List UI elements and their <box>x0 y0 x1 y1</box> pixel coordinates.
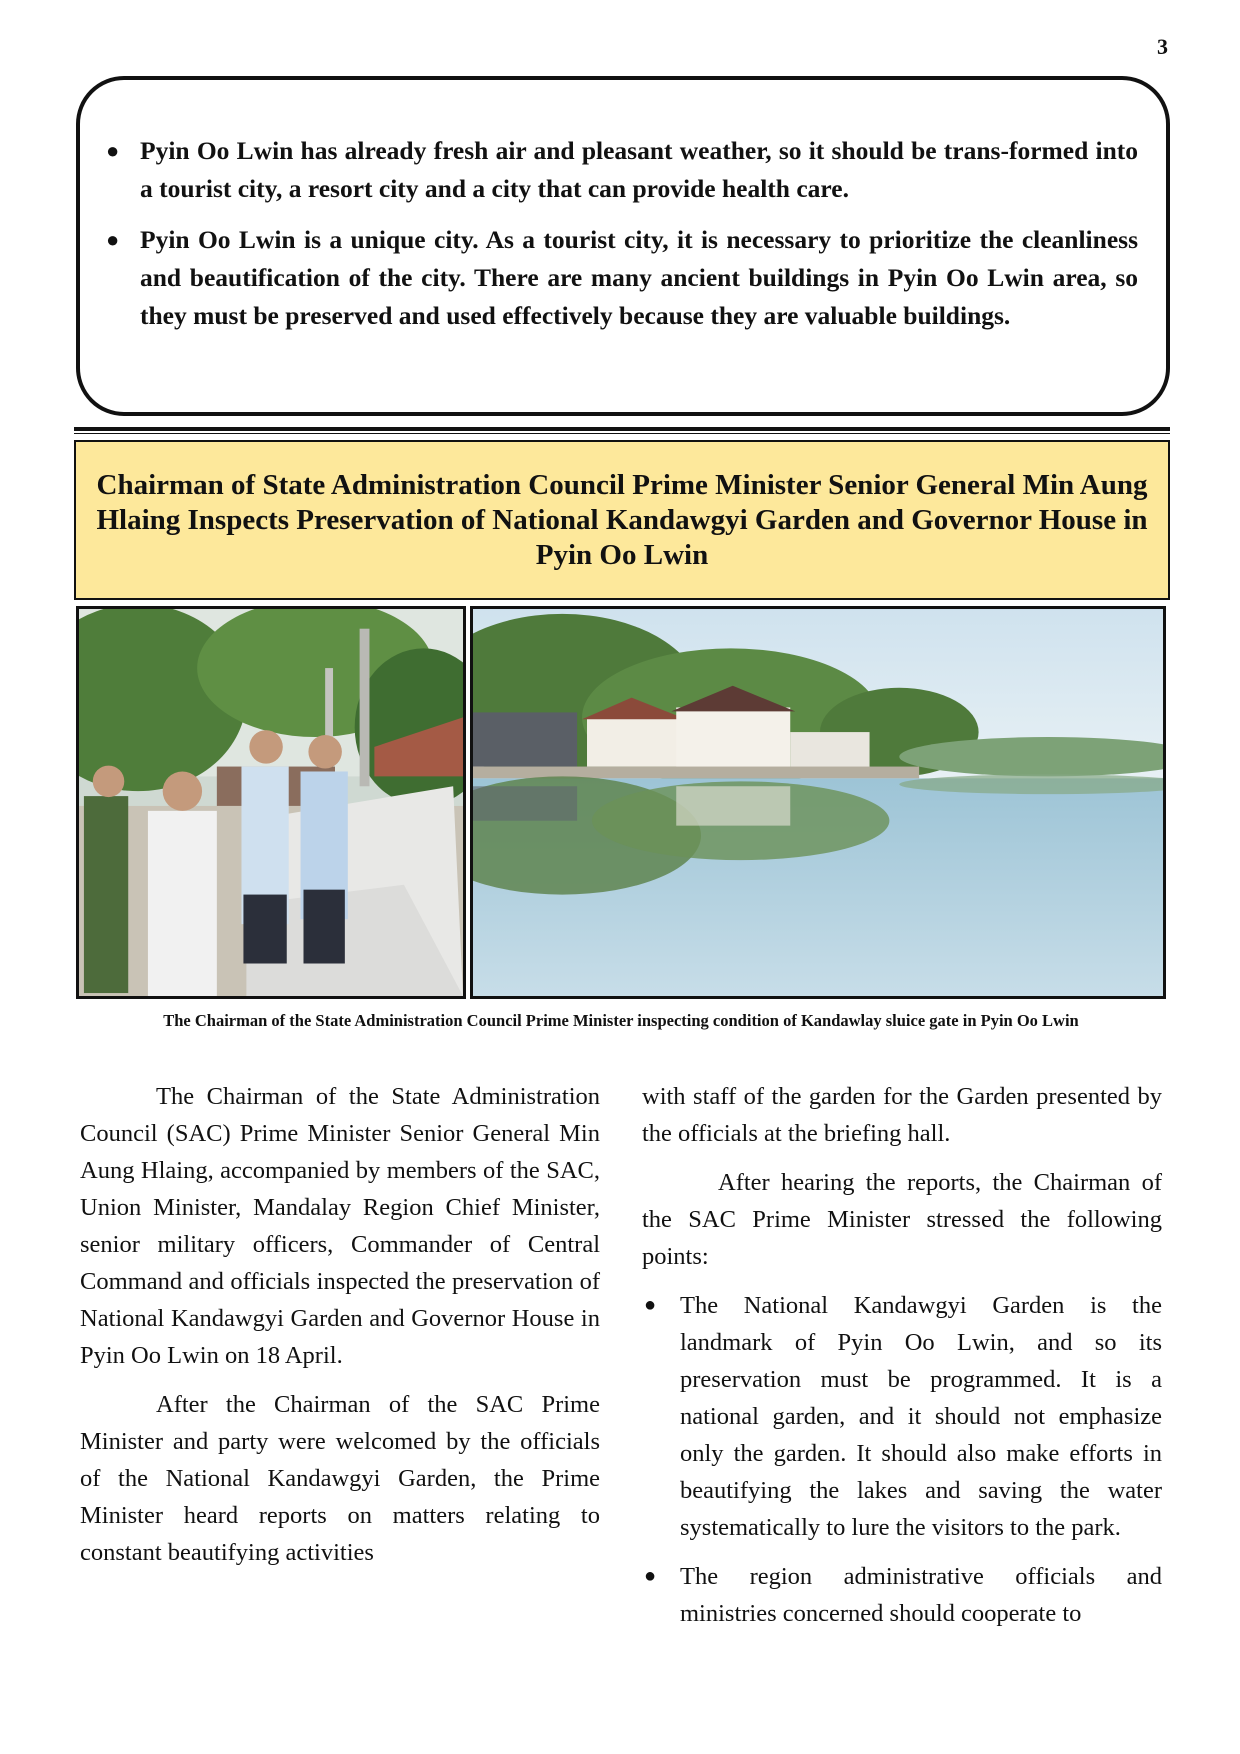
lake-reflection-photo <box>470 606 1166 999</box>
section-divider-thin <box>74 433 1170 434</box>
article-paragraph: After the Chairman of the SAC Prime Minister and party were welcomed by the officials of the National Kandawgyi Garden, the Prime Minister heard reports on matters relating to constant beautifying activities <box>80 1391 600 1566</box>
page-number: 3 <box>1157 34 1168 59</box>
bullet-dot-icon: ● <box>106 227 120 252</box>
article-paragraph-continuation: with staff of the garden for the Garden presented by the officials at the briefing hall. <box>642 1083 1162 1147</box>
headline-box <box>74 440 1170 600</box>
callout-box <box>76 76 1170 416</box>
callout-list <box>100 132 1138 335</box>
lake-reflection-illustration <box>473 609 1163 996</box>
section-divider <box>74 427 1170 431</box>
key-point-text: The National Kandawgyi Garden is the landmark of Pyin Oo Lwin, and so its preservation must be programmed. It is a national garden, and it should not emphasize only the garden. It should also make efforts in beautifying the lakes and saving the water systematically to lure the visitors to the park. <box>680 1292 1162 1541</box>
article-paragraph: After hearing the reports, the Chairman of the SAC Prime Minister stressed the following points: <box>642 1169 1162 1270</box>
key-point-text: The region administrative officials and ministries concerned should cooperate to <box>680 1563 1162 1627</box>
callout-text: Pyin Oo Lwin has already fresh air and pleasant weather, so it should be trans-formed into a tourist city, a resort city and a city that can provide health care. <box>140 136 1138 203</box>
key-point-item <box>642 1558 1162 1632</box>
photo-caption: The Chairman of the State Administration Council Prime Minister inspecting condition of Kandawlay sluice gate in Pyin Oo Lwin <box>163 1011 1079 1030</box>
article-headline: Chairman of State Administration Council Prime Minister Senior General Min Aung Hlaing Inspects Preservation of National Kandawgyi Garden and Governor House in Pyin Oo Lwin <box>96 468 1148 571</box>
key-point-item <box>642 1287 1162 1546</box>
callout-bullet <box>100 132 1138 208</box>
bullet-dot-icon: ● <box>106 138 120 163</box>
bullet-dot-icon: ● <box>644 1294 657 1316</box>
callout-bullet <box>100 221 1138 335</box>
article-column-right <box>642 1078 1162 1644</box>
officials-inspection-photo <box>76 606 466 999</box>
article-column-left <box>80 1078 600 1583</box>
article-paragraph: The Chairman of the State Administration Council (SAC) Prime Minister Senior General Min Aung Hlaing, accompanied by members of the SAC, Union Minister, Mandalay Region Chief Minister, senior military officers, Commander of Central Command and officials inspected the preservation of National Kandawgyi Garden and Governor House in Pyin Oo Lwin on 18 April. <box>80 1083 600 1369</box>
key-points-list <box>642 1287 1162 1632</box>
callout-text: Pyin Oo Lwin is a unique city. As a tourist city, it is necessary to prioritize the cleanliness and beautification of the city. There are many ancient buildings in Pyin Oo Lwin area, so they must be preserved and used effectively because they are valuable buildings. <box>140 225 1138 330</box>
officials-inspection-illustration <box>79 609 463 996</box>
bullet-dot-icon: ● <box>644 1565 657 1587</box>
